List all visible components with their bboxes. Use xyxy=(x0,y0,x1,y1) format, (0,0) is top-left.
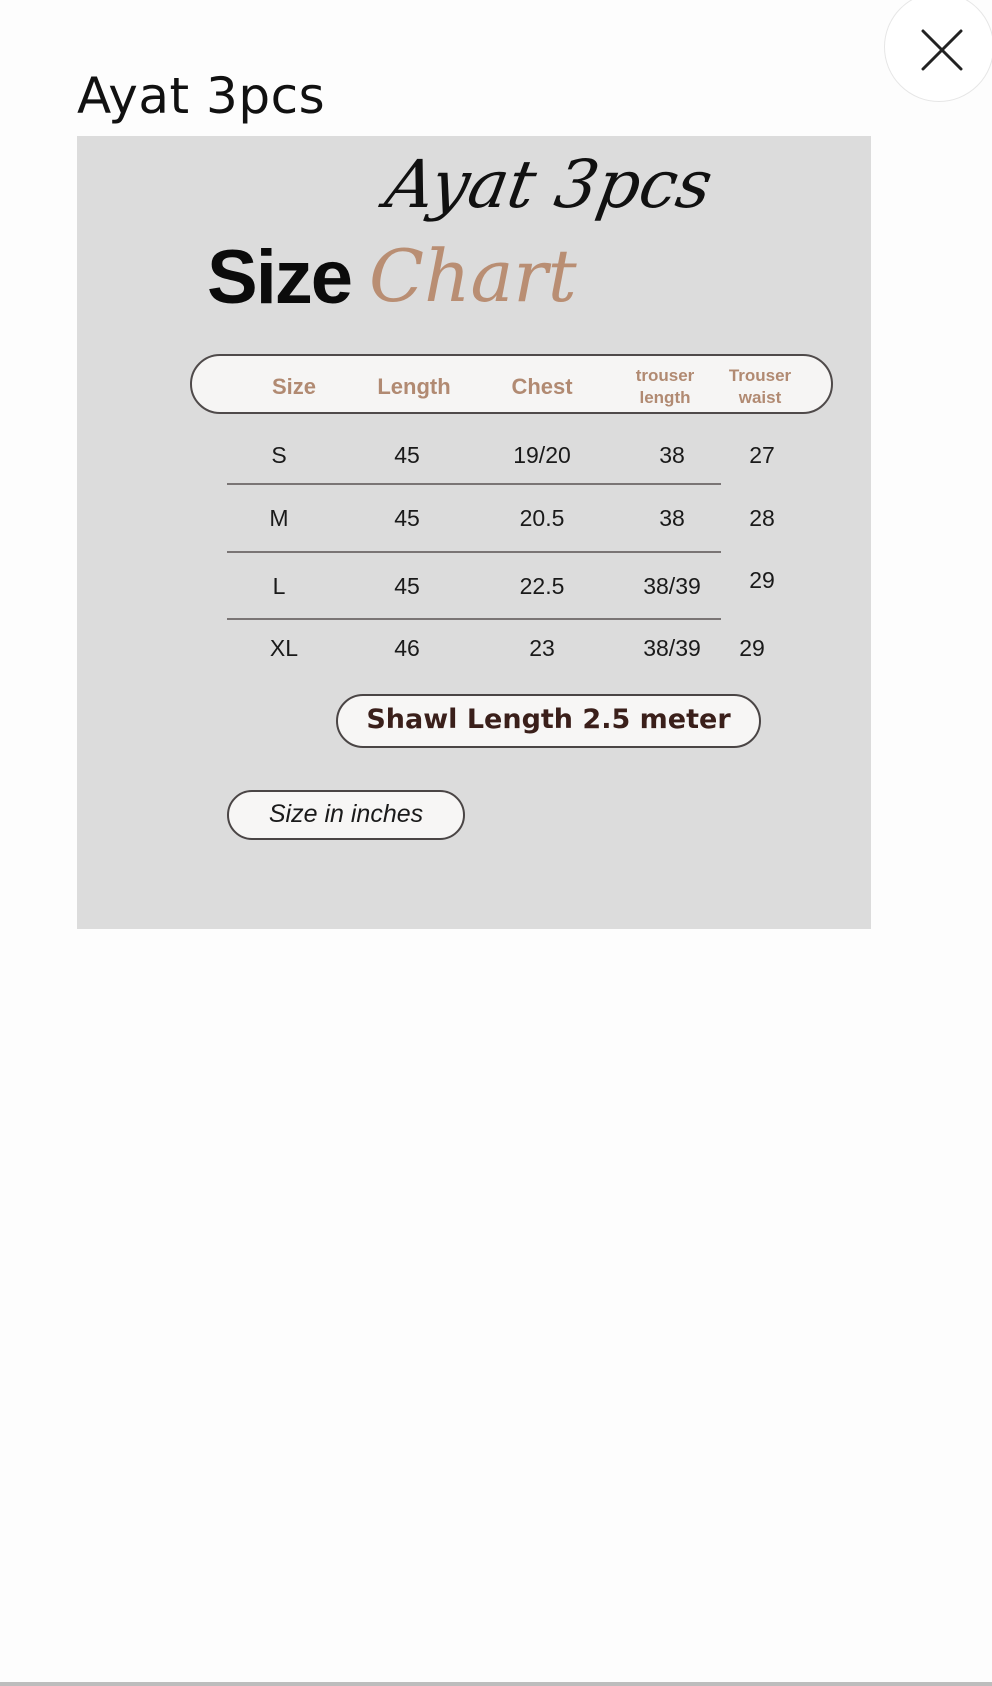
cell-trouser-length: 38/39 xyxy=(643,573,701,599)
cell-trouser-waist: 28 xyxy=(749,505,775,531)
close-button[interactable] xyxy=(884,0,992,102)
cell-chest: 20.5 xyxy=(519,505,565,531)
cell-length: 45 xyxy=(394,573,420,599)
column-header-trouser-waist: Trouser waist xyxy=(728,366,792,407)
row-divider xyxy=(227,551,721,553)
shawl-length-note: Shawl Length 2.5 meter xyxy=(336,694,761,748)
cell-trouser-waist: 27 xyxy=(749,442,775,468)
cell-size: M xyxy=(269,505,289,531)
modal-title: Ayat 3pcs xyxy=(77,67,326,125)
column-header-chest: Chest xyxy=(511,374,573,399)
table-row xyxy=(77,567,871,613)
row-divider xyxy=(227,483,721,485)
row-divider xyxy=(227,618,721,620)
cell-chest: 23 xyxy=(529,635,555,661)
chart-heading-size: Size xyxy=(207,235,352,320)
chart-script-title: Ayat 3pcs xyxy=(380,146,718,223)
bottom-edge-divider xyxy=(0,1682,992,1686)
table-row xyxy=(77,505,871,545)
cell-chest: 19/20 xyxy=(513,442,571,468)
cell-trouser-waist: 29 xyxy=(749,567,775,593)
cell-trouser-length: 38/39 xyxy=(643,635,701,661)
table-header xyxy=(190,354,833,414)
column-header-size: Size xyxy=(271,374,317,399)
column-header-trouser-length: trouser length xyxy=(635,366,695,407)
cell-trouser-waist: 29 xyxy=(739,635,765,661)
size-chart-image xyxy=(77,136,871,929)
column-header-length: Length xyxy=(377,374,451,399)
cell-trouser-length: 38 xyxy=(659,442,685,468)
size-unit-note: Size in inches xyxy=(227,790,465,840)
cell-length: 46 xyxy=(394,635,420,661)
cell-size: S xyxy=(271,442,287,468)
cell-length: 45 xyxy=(394,505,420,531)
cell-trouser-length: 38 xyxy=(659,505,685,531)
cell-size: XL xyxy=(269,635,299,661)
cell-chest: 22.5 xyxy=(519,573,565,599)
cell-size: L xyxy=(272,573,286,599)
table-row xyxy=(77,442,871,482)
table-row xyxy=(77,635,871,675)
chart-heading-chart: Chart xyxy=(369,234,577,318)
cell-length: 45 xyxy=(394,442,420,468)
close-icon xyxy=(921,29,963,71)
